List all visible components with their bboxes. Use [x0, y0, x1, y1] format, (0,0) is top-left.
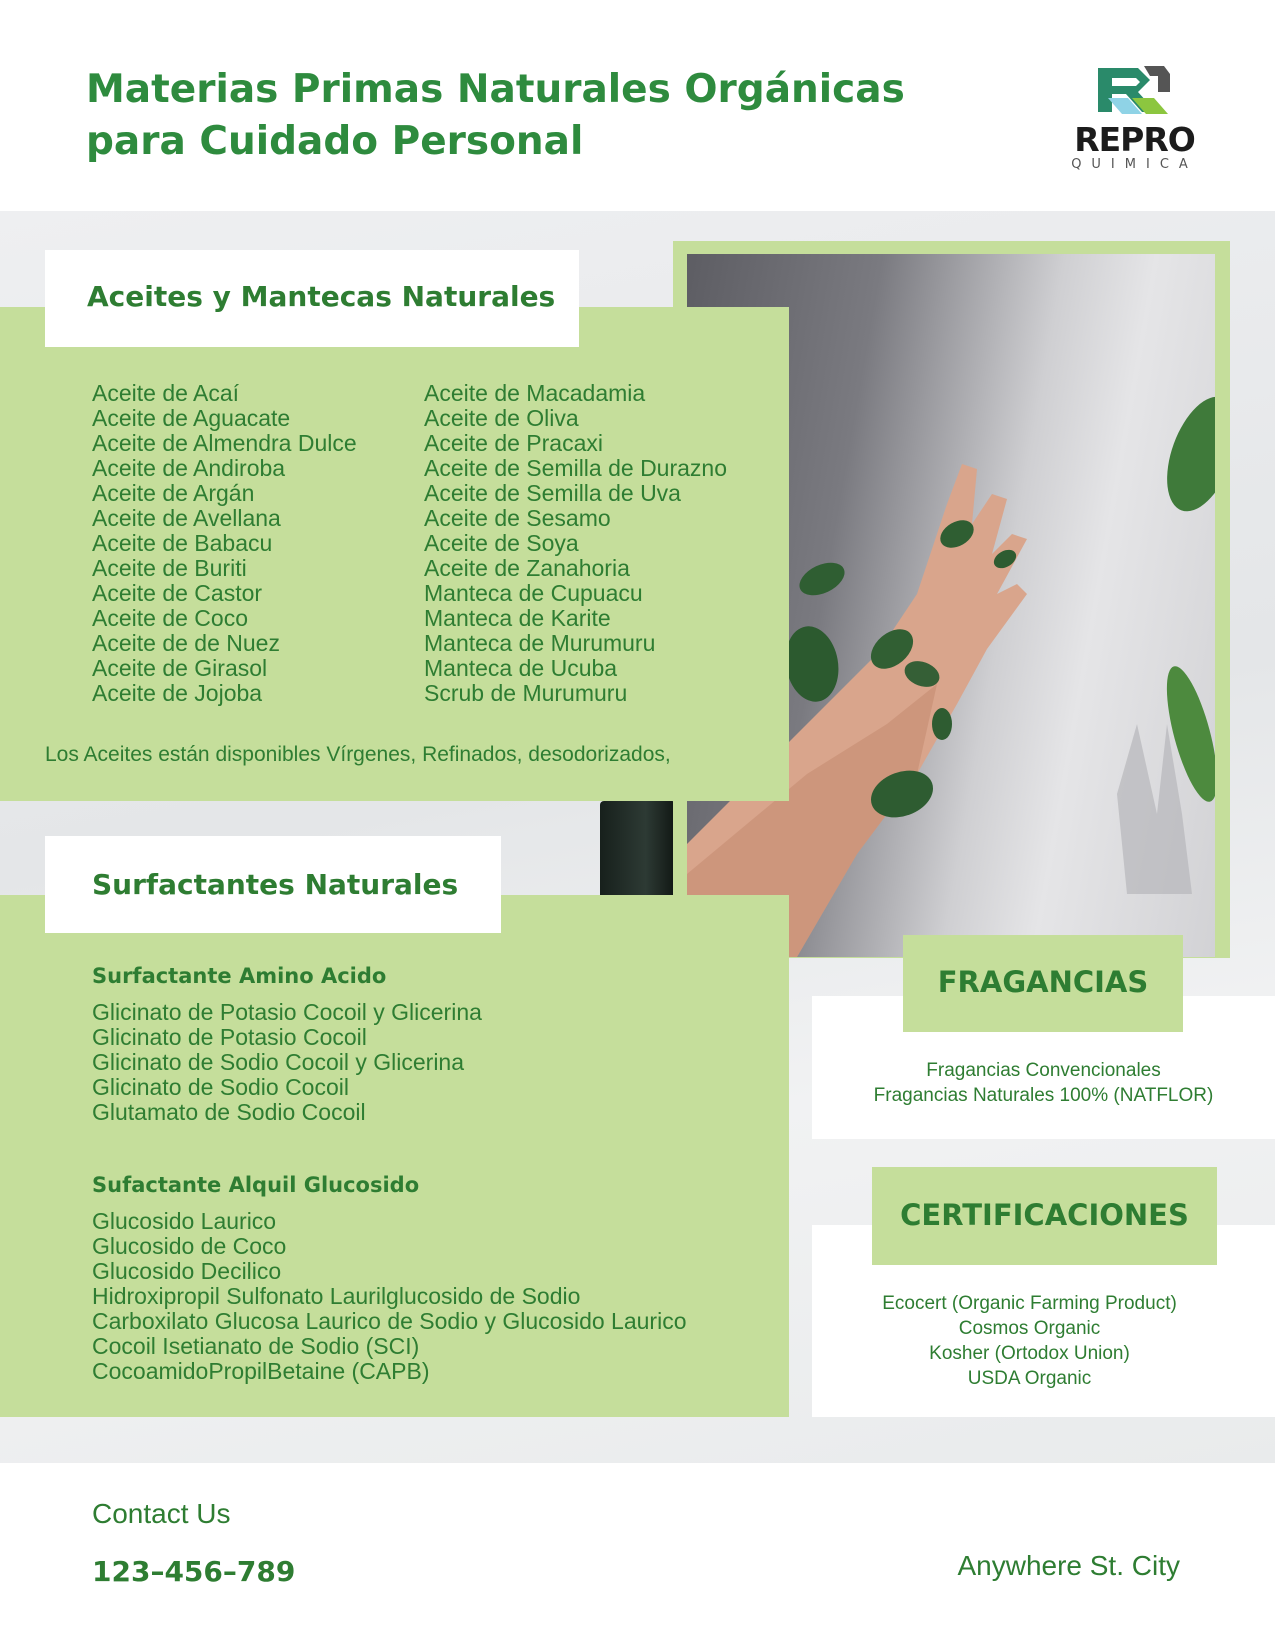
list-item: Aceite de Andiroba — [92, 455, 286, 481]
amino-acid-subheading: Surfactante Amino Acido — [92, 964, 387, 988]
certifications-heading-tab — [872, 1167, 1217, 1265]
alkyl-glucoside-list — [92, 1209, 687, 1384]
list-item: Aceite de Buriti — [92, 555, 247, 581]
surfactants-heading-tab — [45, 836, 501, 933]
list-item: Aceite de Soya — [424, 530, 579, 556]
list-item: Aceite de Argán — [92, 480, 255, 506]
certifications-list — [812, 1291, 1247, 1391]
fragrances-list — [812, 1058, 1275, 1108]
list-item: Aceite de de Nuez — [92, 630, 280, 656]
list-item: Glucosido de Coco — [92, 1233, 287, 1259]
list-item: Glicinato de Potasio Cocoil y Glicerina — [92, 999, 482, 1025]
fragrances-heading-tab — [903, 935, 1183, 1032]
fragrances-heading: FRAGANCIAS — [937, 965, 1149, 999]
list-item: Hidroxipropil Sulfonato Laurilglucosido de Sodio — [92, 1283, 581, 1309]
list-item: Manteca de Ucuba — [424, 655, 618, 681]
oils-heading-tab — [45, 250, 579, 347]
list-item: Carboxilato Glucosa Laurico de Sodio y Glucosido Laurico — [92, 1308, 687, 1334]
list-item: Aceite de Sesamo — [424, 505, 611, 531]
list-item: Manteca de Karite — [424, 605, 611, 631]
surfactants-heading: Surfactantes Naturales — [92, 868, 459, 901]
list-item: Scrub de Murumuru — [424, 680, 628, 706]
oils-heading: Aceites y Mantecas Naturales — [87, 280, 556, 313]
list-item: Aceite de Oliva — [424, 405, 579, 431]
list-item: Aceite de Jojoba — [92, 680, 263, 706]
list-item: Glucosido Decilico — [92, 1258, 282, 1284]
list-item: Aceite de Pracaxi — [424, 430, 603, 456]
page-title-line1: Materias Primas Naturales Orgánicas — [86, 67, 905, 112]
list-item: Glicinato de Potasio Cocoil — [92, 1024, 367, 1050]
list-item: Aceite de Semilla de Uva — [424, 480, 681, 506]
alkyl-glucoside-subheading: Sufactante Alquil Glucosido — [92, 1173, 420, 1197]
list-item: Aceite de Macadamia — [424, 380, 646, 406]
list-item: Aceite de Acaí — [92, 380, 240, 406]
fragrance-item: Fragancias Convencionales — [926, 1060, 1161, 1081]
list-item: Aceite de Babacu — [92, 530, 273, 556]
oils-availability-note: Los Aceites están disponibles Vírgenes, Refinados, desodorizados, — [45, 743, 671, 766]
list-item: Aceite de Aguacate — [92, 405, 291, 431]
phone-number[interactable]: 123–456–789 — [92, 1555, 296, 1588]
certification-item: Cosmos Organic — [958, 1318, 1101, 1339]
page-title-line2: para Cuidado Personal — [86, 119, 584, 164]
certification-item: USDA Organic — [967, 1368, 1092, 1389]
list-item: Manteca de Murumuru — [424, 630, 656, 656]
list-item: Aceite de Castor — [92, 580, 263, 606]
list-item: CocoamidoPropilBetaine (CAPB) — [92, 1358, 430, 1384]
logo-brand: REPRO — [1074, 120, 1195, 159]
list-item: Aceite de Coco — [92, 605, 248, 631]
oils-list-col1 — [92, 381, 357, 706]
list-item: Manteca de Cupuacu — [424, 580, 643, 606]
list-item: Aceite de Girasol — [92, 655, 268, 681]
logo-subtitle: QUIMICA — [1071, 157, 1198, 172]
list-item: Glicinato de Sodio Cocoil — [92, 1074, 349, 1100]
list-item: Aceite de Avellana — [92, 505, 281, 531]
logo-mark-icon — [1098, 64, 1170, 116]
certification-item: Kosher (Ortodox Union) — [929, 1343, 1130, 1364]
certification-item: Ecocert (Organic Farming Product) — [882, 1293, 1177, 1314]
company-logo — [1058, 64, 1208, 174]
amino-acid-list — [92, 1000, 482, 1125]
page-title — [86, 64, 986, 168]
list-item: Aceite de Almendra Dulce — [92, 430, 357, 456]
address: Anywhere St. City — [957, 1550, 1180, 1581]
list-item: Cocoil Isetianato de Sodio (SCI) — [92, 1333, 420, 1359]
contact-label: Contact Us — [92, 1498, 231, 1529]
bottle-decoration — [600, 801, 676, 901]
oils-list-col2 — [424, 381, 727, 706]
list-item: Aceite de Zanahoria — [424, 555, 630, 581]
list-item: Aceite de Semilla de Durazno — [424, 455, 727, 481]
fragrance-item: Fragancias Naturales 100% (NATFLOR) — [873, 1085, 1214, 1106]
list-item: Glucosido Laurico — [92, 1208, 277, 1234]
list-item: Glutamato de Sodio Cocoil — [92, 1099, 366, 1125]
certifications-heading: CERTIFICACIONES — [900, 1198, 1189, 1232]
list-item: Glicinato de Sodio Cocoil y Glicerina — [92, 1049, 465, 1075]
